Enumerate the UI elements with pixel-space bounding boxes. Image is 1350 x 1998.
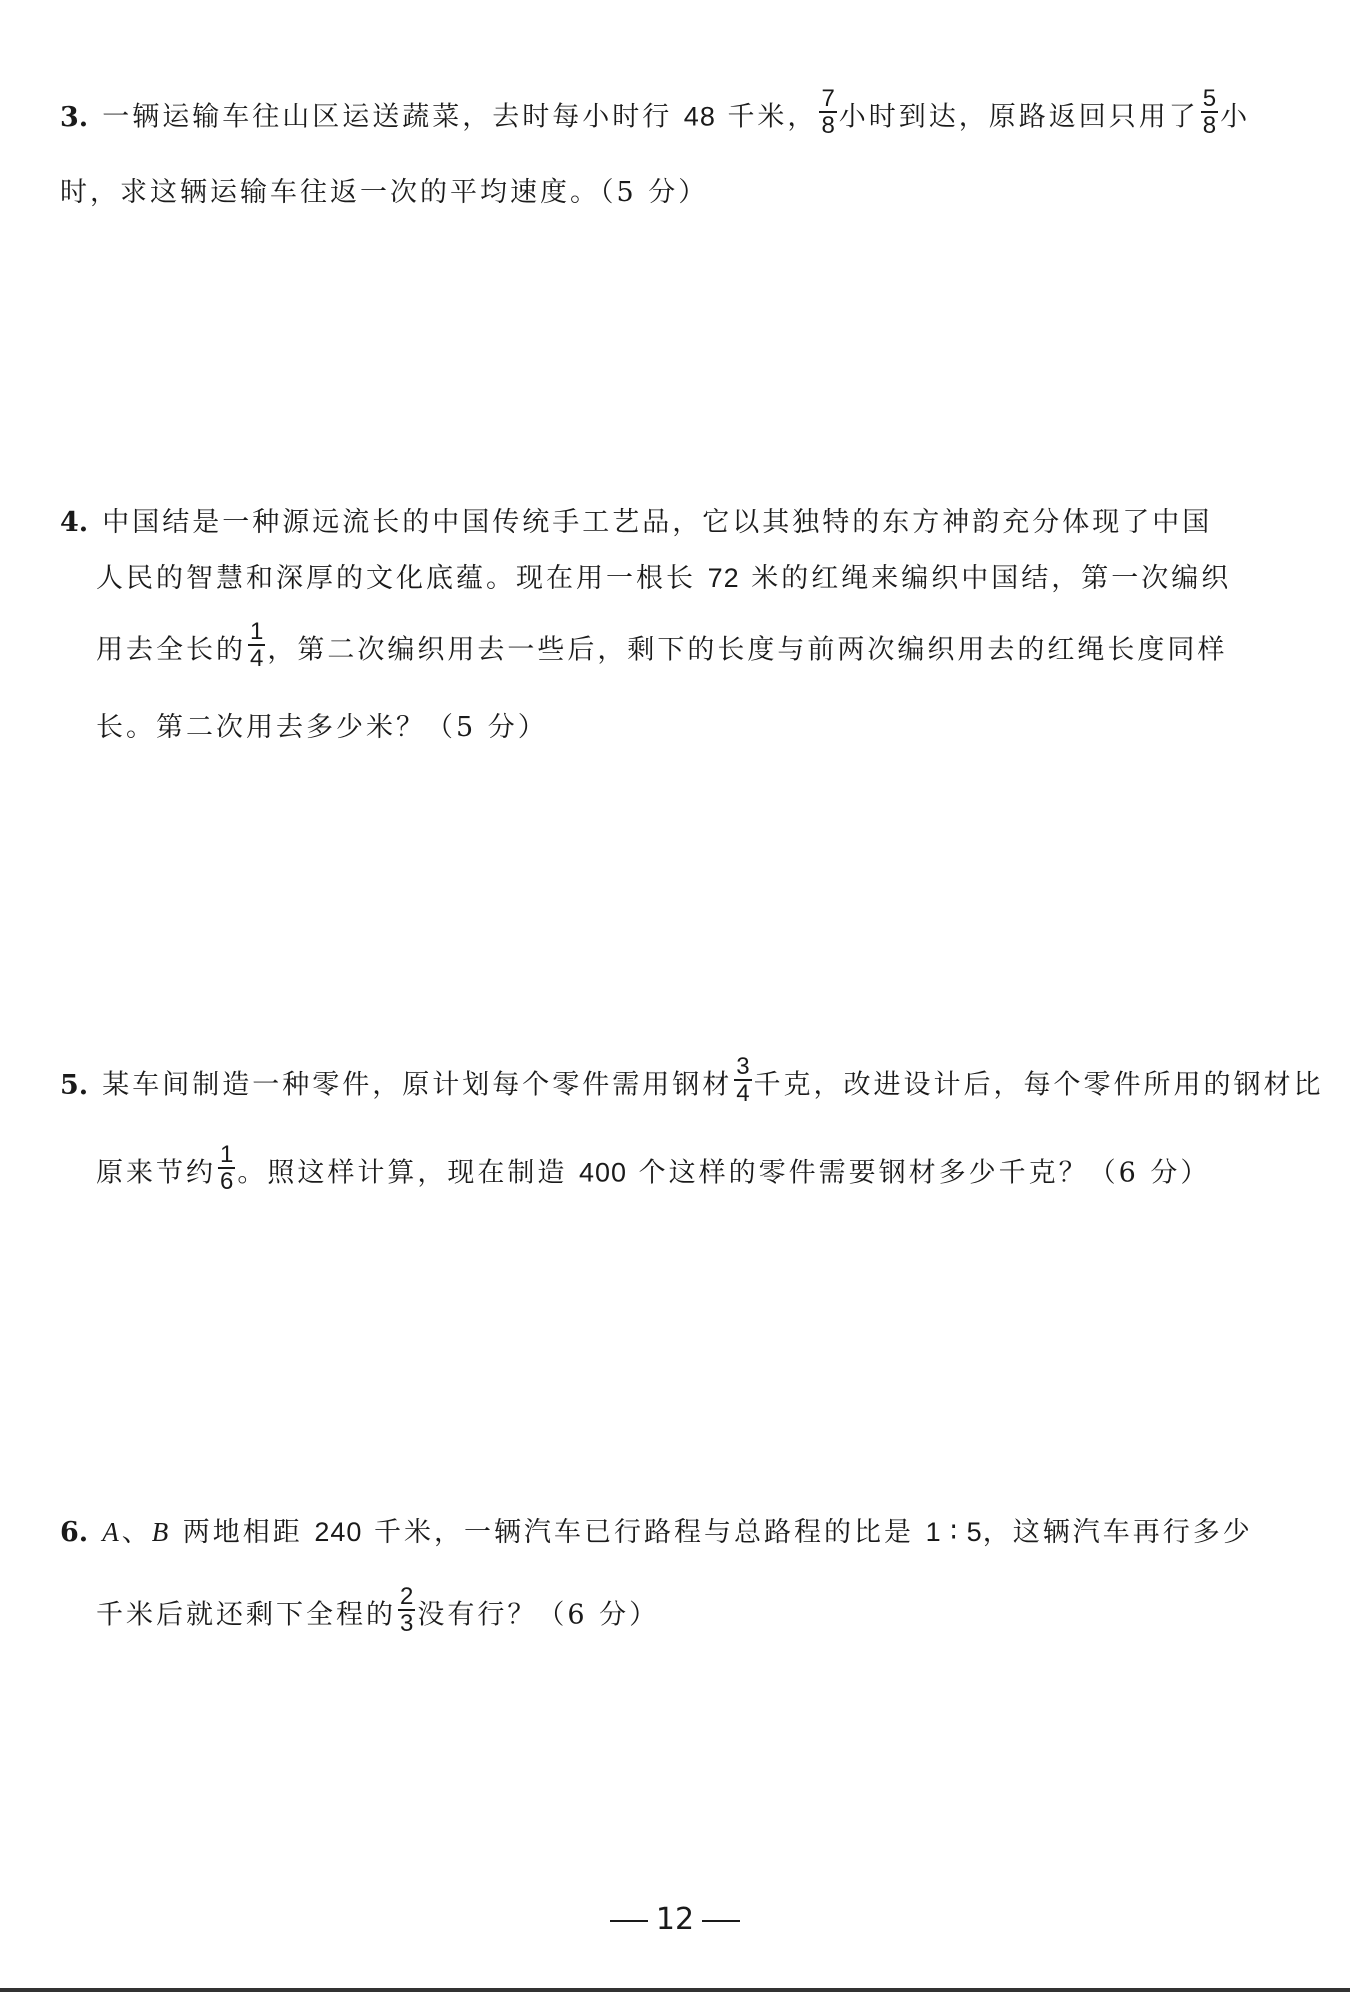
speed-value: 48 bbox=[683, 101, 716, 132]
text: 小 bbox=[1220, 101, 1251, 133]
count-value: 400 bbox=[578, 1157, 628, 1188]
page-number-text: 12 bbox=[655, 1902, 695, 1937]
fraction: $\frac{2}{3}$ bbox=[400, 1583, 414, 1638]
text: 。照这样计算，现在制造 bbox=[237, 1157, 568, 1189]
distance-value: 240 bbox=[314, 1517, 363, 1547]
problem-6-line-1 bbox=[60, 1510, 1253, 1549]
text: 米的红绳来编织中国结，第一次编织 bbox=[751, 563, 1232, 594]
text: 人民的智慧和深厚的文化底蕴。现在用一根长 bbox=[96, 563, 696, 594]
text: 没有行？（6 分） bbox=[417, 1599, 660, 1631]
text: ，这辆汽车再行多少 bbox=[982, 1517, 1253, 1548]
text: 一辆运输车往山区运送蔬菜，去时每小时行 bbox=[102, 101, 673, 133]
text: 小时到达，原路返回只用了 bbox=[838, 101, 1199, 133]
problem-4-line-2 bbox=[96, 556, 1231, 595]
problem-number: 3. bbox=[60, 101, 89, 133]
problem-4-line-1 bbox=[60, 500, 1212, 539]
problem-4-line-4: 长。第二次用去多少米？（5 分） bbox=[96, 712, 548, 743]
problem-3-line-1 bbox=[60, 85, 1251, 144]
dash-right bbox=[702, 1920, 740, 1922]
problem-number: 6. bbox=[60, 1517, 89, 1548]
length-value: 72 bbox=[707, 563, 740, 593]
text: 千克，改进设计后，每个零件所用的钢材比 bbox=[753, 1069, 1324, 1101]
ratio-value: 1 ∶ 5 bbox=[925, 1517, 983, 1547]
fraction: $\frac{7}{8}$ bbox=[821, 85, 835, 140]
problem-6-line-2 bbox=[96, 1583, 660, 1642]
problem-5-line-2 bbox=[96, 1141, 1211, 1200]
fraction: $\frac{1}{4}$ bbox=[250, 618, 264, 673]
fraction: $\frac{3}{4}$ bbox=[736, 1053, 750, 1108]
bottom-rule bbox=[0, 1988, 1350, 1992]
point-b: B bbox=[151, 1517, 172, 1547]
text: 用去全长的 bbox=[96, 634, 246, 666]
dash-left bbox=[610, 1920, 648, 1922]
fraction: $\frac{1}{6}$ bbox=[220, 1141, 234, 1196]
text: 千米，一辆汽车已行路程与总路程的比是 bbox=[374, 1517, 915, 1548]
text: 千米后就还剩下全程的 bbox=[96, 1599, 396, 1631]
problem-number: 4. bbox=[60, 507, 89, 538]
fraction: $\frac{5}{8}$ bbox=[1202, 85, 1217, 140]
text: 个这样的零件需要钢材多少千克？（6 分） bbox=[638, 1157, 1211, 1189]
text: 原来节约 bbox=[96, 1157, 216, 1189]
text: 中国结是一种源远流长的中国传统手工艺品，它以其独特的东方神韵充分体现了中国 bbox=[102, 507, 1213, 538]
point-a: A bbox=[102, 1517, 122, 1547]
problem-number: 5. bbox=[60, 1069, 89, 1101]
problem-3-line-2: 时，求这辆运输车往返一次的平均速度。（5 分） bbox=[60, 177, 709, 208]
page-number bbox=[0, 1902, 1350, 1937]
text: 千米， bbox=[727, 101, 818, 133]
text: 某车间制造一种零件，原计划每个零件需用钢材 bbox=[102, 1069, 733, 1101]
problem-4-line-3 bbox=[96, 618, 1228, 677]
problem-5-line-1 bbox=[60, 1053, 1324, 1112]
text: 两地相距 bbox=[182, 1517, 303, 1548]
text: 、 bbox=[121, 1517, 152, 1548]
text: ，第二次编织用去一些后，剩下的长度与前两次编织用去的红绳长度同样 bbox=[267, 634, 1228, 666]
